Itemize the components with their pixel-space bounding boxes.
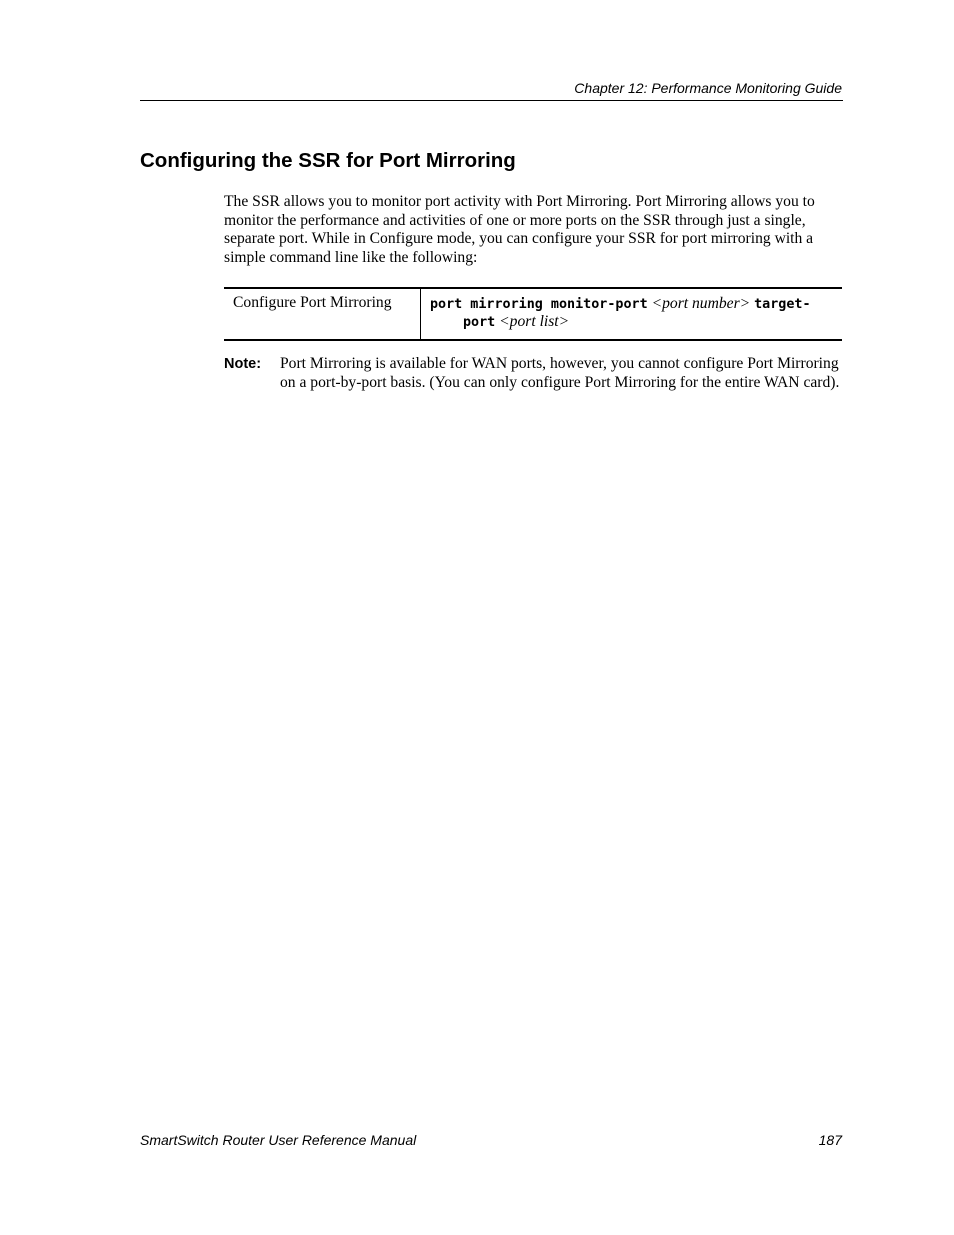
- command-keyword-port-mirroring: port mirroring monitor-port: [430, 297, 648, 312]
- command-arg-port-number: <port number>: [651, 295, 751, 312]
- running-header: Chapter 12: Performance Monitoring Guide: [574, 80, 842, 96]
- header-rule: [140, 100, 843, 101]
- intro-paragraph: The SSR allows you to monitor port activity with Port Mirroring. Port Mirroring allows you to monitor the performance and activities of one or more ports on the SSR through just a single, separate port. While in Configure mode, you can configure your SSR for port mirroring with a simple command line like the following:: [224, 193, 815, 267]
- command-label: Configure Port Mirroring: [233, 294, 392, 311]
- command-keyword-port: port: [463, 315, 496, 330]
- note-text: Port Mirroring is available for WAN ports, however, you cannot configure Port Mirroring on a port-by-port basis. (You can only configure Port Mirroring for the entire WAN card).: [280, 355, 840, 391]
- command-arg-port-list: <port list>: [499, 313, 570, 330]
- command-line-1: [430, 295, 811, 314]
- page-number: 187: [818, 1132, 842, 1148]
- command-table: [224, 287, 842, 341]
- command-line-2: [463, 313, 569, 332]
- section-title: Configuring the SSR for Port Mirroring: [140, 149, 516, 172]
- command-table-divider: [420, 289, 421, 339]
- command-keyword-target: target-: [754, 297, 811, 312]
- footer-manual-title: SmartSwitch Router User Reference Manual: [140, 1132, 417, 1148]
- note-label: Note:: [224, 356, 262, 372]
